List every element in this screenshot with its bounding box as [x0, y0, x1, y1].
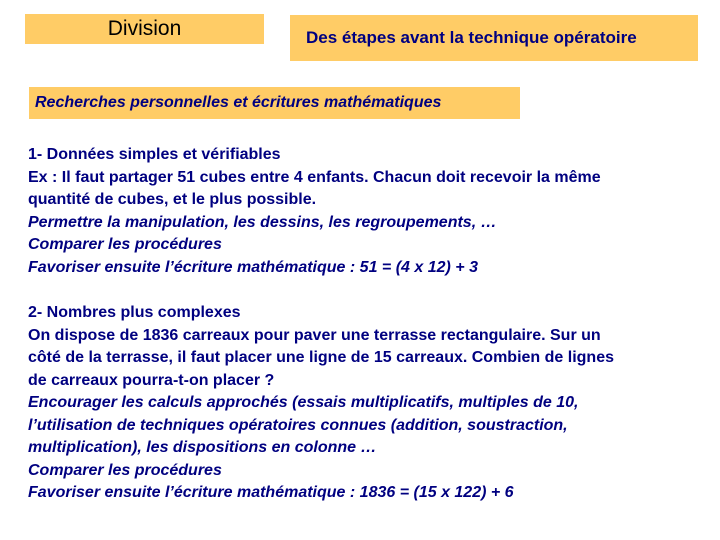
part1-advice-line: Comparer les procédures — [28, 236, 222, 253]
part1-heading: 1- Données simples et vérifiables — [28, 146, 281, 163]
part2-advice-line: multiplication), les dispositions en colonne … — [28, 439, 377, 456]
title-box — [25, 14, 264, 44]
part2-problem-line: côté de la terrasse, il faut placer une ligne de 15 carreaux. Combien de lignes — [28, 349, 614, 366]
part2-advice-line: Comparer les procédures — [28, 461, 222, 479]
slide-title: Division — [107, 17, 182, 40]
part1-block — [28, 144, 708, 279]
part1-advice-line: Favoriser ensuite l’écriture mathématique : 51 = (4 x 12) + 3 — [28, 258, 478, 276]
part2-problem-line: On dispose de 1836 carreaux pour paver une terrasse rectangulaire. Sur un — [28, 326, 601, 344]
part1-example-line: quantité de cubes, et le plus possible. — [28, 191, 317, 208]
slide-subtitle: Des étapes avant la technique opératoire — [306, 28, 637, 47]
part2-heading: 2- Nombres plus complexes — [28, 304, 241, 321]
part1-advice-line: Permettre la manipulation, les dessins, les regroupements, … — [28, 213, 497, 231]
part2-advice-line: l’utilisation de techniques opératoires connues (addition, soustraction, — [28, 416, 568, 434]
part1-example-line: Ex : Il faut partager 51 cubes entre 4 enfants. Chacun doit recevoir la même — [28, 168, 601, 186]
section-title: Recherches personnelles et écritures mathématiques — [35, 94, 442, 111]
subtitle-box — [290, 15, 698, 61]
part2-advice-line: Favoriser ensuite l’écriture mathématique : 1836 = (15 x 122) + 6 — [28, 484, 514, 501]
part2-block — [28, 302, 708, 505]
section-title-box — [29, 87, 520, 119]
part2-advice-line: Encourager les calculs approchés (essais multiplicatifs, multiples de 10, — [28, 394, 579, 411]
part2-problem-line: de carreaux pourra-t-on placer ? — [28, 371, 275, 389]
